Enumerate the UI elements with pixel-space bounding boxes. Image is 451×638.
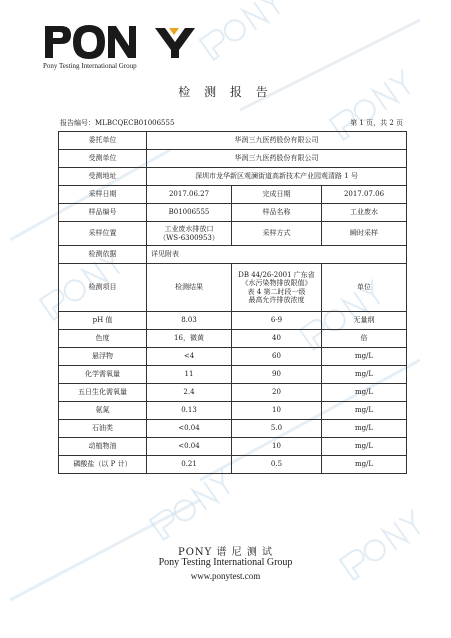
result-limit: 90 xyxy=(232,366,322,384)
table-row xyxy=(59,132,407,150)
pony-logo xyxy=(43,24,193,74)
result-limit: 20 xyxy=(232,384,322,402)
result-value: 2.4 xyxy=(147,384,232,402)
report-title: 检 测 报 告 xyxy=(178,85,273,99)
result-item: 氨氮 xyxy=(59,402,147,420)
result-limit: 10 xyxy=(232,402,322,420)
table-row xyxy=(59,438,407,456)
result-item: 磷酸盐（以 P 计） xyxy=(59,456,147,474)
result-limit: 60 xyxy=(232,348,322,366)
inspected-value: 华润三九医药股份有限公司 xyxy=(147,150,407,168)
header-limit-line2: 《水污染物排放限值》 xyxy=(241,279,312,287)
basis-label: 检测依据 xyxy=(59,246,147,264)
table-row xyxy=(59,150,407,168)
table-row xyxy=(59,246,407,264)
location-value xyxy=(147,222,232,246)
table-row xyxy=(59,366,407,384)
result-unit: mg/L xyxy=(322,384,407,402)
table-row xyxy=(59,312,407,330)
address-value: 深圳市龙华新区观澜街道高新技术产业园观清路 1 号 xyxy=(147,168,407,186)
location-value-line2: （WS-6300953） xyxy=(159,233,219,242)
table-row xyxy=(59,456,407,474)
completion-date-value: 2017.07.06 xyxy=(322,186,407,204)
sample-no-label: 样品编号 xyxy=(59,204,147,222)
result-item: pH 值 xyxy=(59,312,147,330)
table-row xyxy=(59,186,407,204)
header-limit-line1: DB 44/26-2001 广东省 xyxy=(238,270,315,279)
result-value: 0.13 xyxy=(147,402,232,420)
sample-name-value: 工业废水 xyxy=(322,204,407,222)
result-unit: mg/L xyxy=(322,348,407,366)
sampling-date-value: 2017.06.27 xyxy=(147,186,232,204)
client-value: 华润三九医药股份有限公司 xyxy=(147,132,407,150)
result-value: 8.03 xyxy=(147,312,232,330)
header-limit-line3: 表 4 第二时段一级 xyxy=(247,287,306,296)
result-item: 悬浮物 xyxy=(59,348,147,366)
report-number: 报告编号：MLBCQECB01006555 xyxy=(60,119,175,127)
result-item: 化学需氧量 xyxy=(59,366,147,384)
sample-name-label: 样品名称 xyxy=(232,204,322,222)
result-item: 五日生化需氧量 xyxy=(59,384,147,402)
table-row xyxy=(59,420,407,438)
table-row xyxy=(59,168,407,186)
method-value: 瞬时采样 xyxy=(322,222,407,246)
result-unit: mg/L xyxy=(322,438,407,456)
client-label: 委托单位 xyxy=(59,132,147,150)
basis-value: 详见附表 xyxy=(147,246,407,264)
header-limit xyxy=(232,264,322,312)
result-value: 0.21 xyxy=(147,456,232,474)
result-limit: 10 xyxy=(232,438,322,456)
table-row xyxy=(59,204,407,222)
header-unit: 单位 xyxy=(322,264,407,312)
result-unit: 无量纲 xyxy=(322,312,407,330)
result-unit: mg/L xyxy=(322,402,407,420)
completion-date-label: 完成日期 xyxy=(232,186,322,204)
result-unit: 倍 xyxy=(322,330,407,348)
result-value: <4 xyxy=(147,348,232,366)
header-item: 检测项目 xyxy=(59,264,147,312)
address-label: 受测地址 xyxy=(59,168,147,186)
result-unit: mg/L xyxy=(322,366,407,384)
page-info: 第 1 页，共 2 页 xyxy=(350,119,403,127)
result-item: 色度 xyxy=(59,330,147,348)
result-value: <0.04 xyxy=(147,420,232,438)
method-label: 采样方式 xyxy=(232,222,322,246)
logo-subtitle: Pony Testing International Group xyxy=(43,62,137,70)
header-result: 检测结果 xyxy=(147,264,232,312)
report-table xyxy=(58,131,407,474)
table-row xyxy=(59,384,407,402)
result-limit: 5.0 xyxy=(232,420,322,438)
table-row xyxy=(59,222,407,246)
result-limit: 0.5 xyxy=(232,456,322,474)
footer-company-en: Pony Testing International Group xyxy=(158,557,293,568)
sampling-date-label: 采样日期 xyxy=(59,186,147,204)
location-value-line1: 工业废水排放口 xyxy=(164,225,214,233)
result-value: 11 xyxy=(147,366,232,384)
footer-company-cn: PONY 谱 尼 测 试 xyxy=(178,547,273,558)
table-row xyxy=(59,348,407,366)
sample-no-value: B01006555 xyxy=(147,204,232,222)
table-row xyxy=(59,330,407,348)
inspected-label: 受测单位 xyxy=(59,150,147,168)
result-item: 石油类 xyxy=(59,420,147,438)
location-label: 采样位置 xyxy=(59,222,147,246)
pony-wordmark-logo xyxy=(43,24,163,60)
result-value: 16，微黄 xyxy=(147,330,232,348)
table-row xyxy=(59,402,407,420)
result-limit: 6-9 xyxy=(232,312,322,330)
result-value: <0.04 xyxy=(147,438,232,456)
footer-website-link[interactable]: www.ponytest.com xyxy=(190,571,261,581)
results-header-row xyxy=(59,264,407,312)
result-item: 动植物油 xyxy=(59,438,147,456)
result-limit: 40 xyxy=(232,330,322,348)
result-unit: mg/L xyxy=(322,456,407,474)
result-unit: mg/L xyxy=(322,420,407,438)
pony-chevron-y-logo xyxy=(155,26,197,58)
header-limit-line4: 最高允许排放浓度 xyxy=(248,296,305,304)
